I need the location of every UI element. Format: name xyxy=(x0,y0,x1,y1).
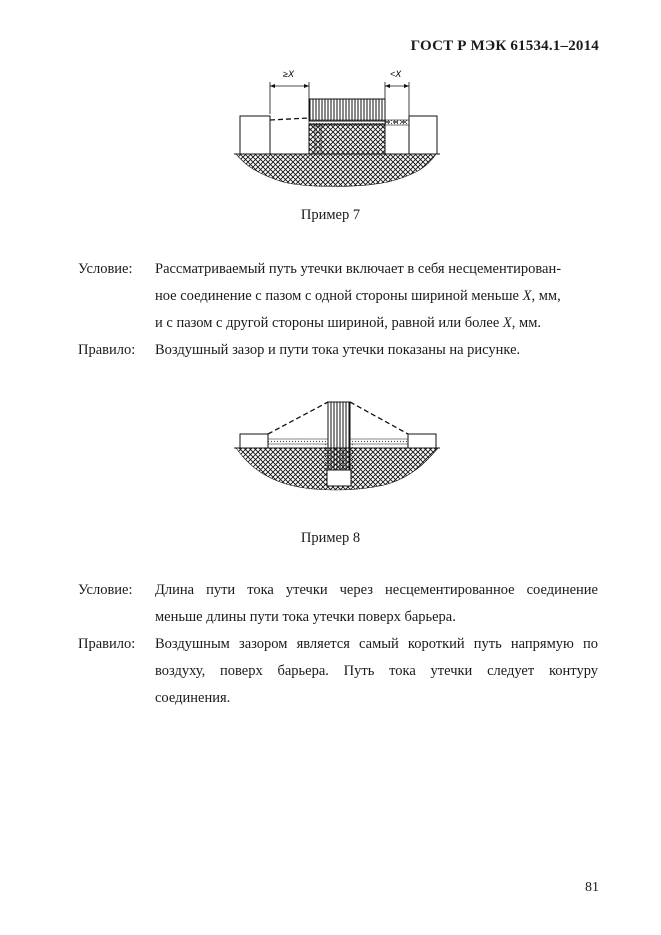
condition-line-2: ное соединение с пазом с одной стороны шириной меньше X, мм, xyxy=(155,288,561,304)
condition-label: Условие: xyxy=(78,261,133,277)
condition-label: Условие: xyxy=(78,582,133,598)
rule-row xyxy=(78,631,598,712)
figure-7-drawing xyxy=(228,62,448,192)
figure-example-7 xyxy=(228,62,448,192)
rule-label: Правило: xyxy=(78,636,136,652)
condition-row xyxy=(78,577,598,631)
dim-label-right: <X xyxy=(390,69,402,79)
section-7-text xyxy=(78,256,598,364)
caption-example-8: Пример 8 xyxy=(300,530,361,546)
rule-text: Воздушный зазор и пути тока утечки показаны на рисунке. xyxy=(155,342,521,358)
condition-row xyxy=(78,256,598,337)
condition-line-3: и с пазом с другой стороны шириной, равной или более X, мм. xyxy=(155,315,542,331)
condition-text xyxy=(155,256,598,337)
page-number: 81 xyxy=(585,880,599,895)
condition-text: Длина пути тока утечки через несцементированное соединение меньше длины пути тока утечки поверх барьера. xyxy=(155,582,598,625)
section-8-text xyxy=(78,577,598,712)
rule-row xyxy=(78,337,598,364)
rule-label: Правило: xyxy=(78,342,136,358)
dim-label-left: ≥X xyxy=(283,69,294,79)
figure-8-drawing xyxy=(228,392,448,492)
figure-example-8 xyxy=(228,392,448,492)
rule-text: Воздушным зазором является самый короткий путь напрямую по воздуху, поверх барьера. Путь тока утечки следует контуру соединения. xyxy=(155,636,598,706)
caption-example-7: Пример 7 xyxy=(300,207,361,223)
standard-header: ГОСТ Р МЭК 61534.1–2014 xyxy=(410,38,599,54)
condition-line-1: Рассматриваемый путь утечки включает в себя несцементирован- xyxy=(155,261,562,277)
